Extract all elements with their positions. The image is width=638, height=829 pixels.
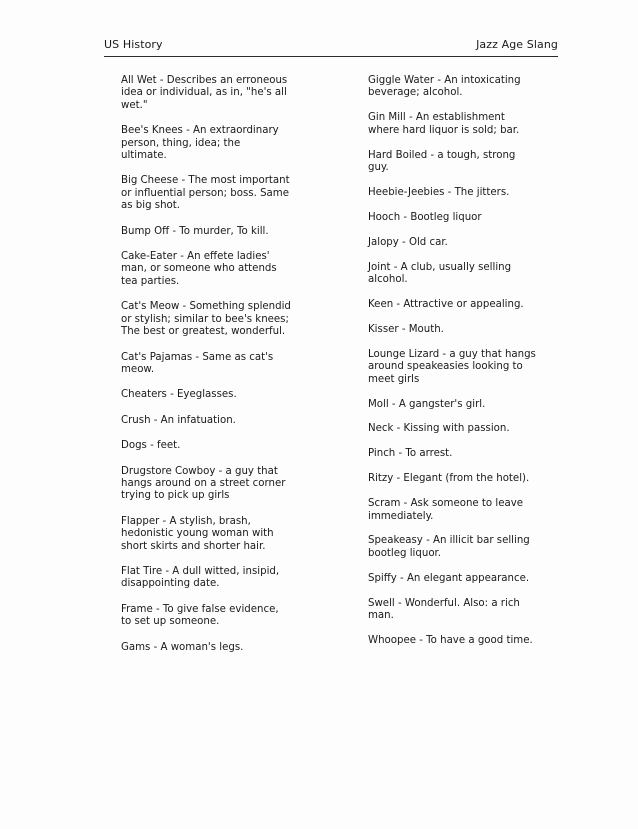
- glossary-entry-line: beverage; alcohol.: [368, 87, 463, 99]
- glossary-entry: [368, 324, 558, 336]
- glossary-entry-line: Cake-Eater - An effete ladies': [121, 251, 270, 263]
- glossary-entry-line: where hard liquor is sold; bar.: [368, 124, 520, 136]
- glossary-entry: [368, 150, 558, 175]
- glossary-entry-line: All Wet - Describes an erroneous: [121, 75, 288, 86]
- glossary-entry-line: Hooch - Bootleg liquor: [368, 211, 482, 223]
- glossary-entry: [121, 642, 317, 654]
- glossary-entry: [121, 516, 317, 553]
- glossary-entry: [368, 399, 558, 411]
- glossary-entry: [368, 573, 558, 585]
- glossary-entry-line: wet.": [121, 99, 148, 111]
- glossary-entry: [121, 604, 317, 629]
- glossary-entry-line: meow.: [121, 363, 155, 375]
- glossary-entry-line: person, thing, idea; the: [121, 137, 241, 149]
- glossary-entry-line: Giggle Water - An intoxicating: [368, 75, 521, 86]
- glossary-entry-line: Whoopee - To have a good time.: [368, 634, 533, 646]
- glossary-entry: [121, 301, 317, 338]
- glossary-entry-line: immediately.: [368, 510, 434, 522]
- glossary-entry: [121, 175, 317, 212]
- glossary-entry-line: The best or greatest, wonderful.: [121, 326, 286, 338]
- glossary-entry-line: Speakeasy - An illicit bar selling: [368, 535, 530, 547]
- glossary-entry-line: guy.: [368, 162, 389, 174]
- glossary-entry-line: Gin Mill - An establishment: [368, 112, 505, 124]
- glossary-entry: [121, 566, 317, 591]
- glossary-entry-line: Lounge Lizard - a guy that hangs: [368, 348, 536, 360]
- glossary-entry: [368, 349, 558, 386]
- glossary-entry: [121, 251, 317, 288]
- right-glossary-column: [368, 75, 558, 660]
- glossary-entry-line: Bump Off - To murder, To kill.: [121, 225, 269, 237]
- glossary-entry-line: Moll - A gangster's girl.: [368, 398, 486, 410]
- course-title: US History: [104, 38, 163, 51]
- glossary-entry-line: tea parties.: [121, 275, 180, 287]
- glossary-entry: [368, 598, 558, 623]
- glossary-entry-line: Cat's Pajamas - Same as cat's: [121, 351, 274, 363]
- glossary-entry-line: Cheaters - Eyeglasses.: [121, 389, 237, 401]
- glossary-entry-line: Scram - Ask someone to leave: [368, 498, 524, 510]
- glossary-entry-line: alcohol.: [368, 274, 408, 286]
- glossary-entry-line: bootleg liquor.: [368, 547, 442, 559]
- glossary-entry-line: Drugstore Cowboy - a guy that: [121, 465, 278, 477]
- glossary-entry-line: Ritzy - Elegant (from the hotel).: [368, 473, 530, 485]
- glossary-entry-line: Flat Tire - A dull witted, insipid,: [121, 565, 280, 577]
- left-glossary-column: [121, 75, 317, 667]
- glossary-entry-line: Swell - Wonderful. Also: a rich: [368, 597, 520, 609]
- page-header: [104, 38, 558, 57]
- glossary-entry: [368, 448, 558, 460]
- glossary-entry-line: meet girls: [368, 373, 420, 385]
- glossary-entry: [368, 423, 558, 435]
- glossary-entry-line: idea or individual, as in, "he's all: [121, 87, 287, 99]
- glossary-entry-line: Dogs - feet.: [121, 440, 181, 452]
- glossary-entry-line: short skirts and shorter hair.: [121, 540, 266, 552]
- glossary-entry-line: Keen - Attractive or appealing.: [368, 298, 524, 310]
- glossary-entry-line: trying to pick up girls: [121, 490, 230, 502]
- glossary-entry: [121, 352, 317, 377]
- glossary-entry-line: disappointing date.: [121, 578, 220, 590]
- glossary-entry: [368, 75, 558, 100]
- glossary-entry: [121, 75, 317, 112]
- glossary-entry-line: around speakeasies looking to: [368, 361, 523, 373]
- glossary-entry: [368, 299, 558, 311]
- glossary-entry-line: Pinch - To arrest.: [368, 448, 453, 460]
- glossary-entry: [121, 415, 317, 427]
- glossary-entry: [368, 112, 558, 137]
- glossary-entry: [368, 262, 558, 287]
- glossary-entry-line: Heebie-Jeebies - The jitters.: [368, 186, 510, 198]
- glossary-entry-line: hangs around on a street corner: [121, 477, 286, 489]
- glossary-entry-line: as big shot.: [121, 200, 181, 212]
- glossary-entry: [368, 635, 558, 647]
- glossary-entry: [121, 226, 317, 238]
- glossary-entry: [121, 466, 317, 503]
- glossary-entry-line: to set up someone.: [121, 616, 220, 628]
- glossary-entry-line: Joint - A club, usually selling: [368, 261, 512, 273]
- glossary-entry-line: or stylish; similar to bee's knees;: [121, 313, 289, 325]
- glossary-entry-line: Jalopy - Old car.: [368, 236, 448, 248]
- glossary-entry: [368, 212, 558, 224]
- glossary-entry-line: Bee's Knees - An extraordinary: [121, 125, 279, 137]
- glossary-entry: [121, 440, 317, 452]
- glossary-entry-line: Crush - An infatuation.: [121, 414, 236, 426]
- glossary-entry-line: Flapper - A stylish, brash,: [121, 515, 251, 527]
- glossary-entry-line: man, or someone who attends: [121, 263, 277, 275]
- glossary-entry-line: Frame - To give false evidence,: [121, 603, 279, 615]
- glossary-entry: [368, 187, 558, 199]
- glossary-entry: [121, 125, 317, 162]
- glossary-entry-line: Hard Boiled - a tough, strong: [368, 149, 516, 161]
- glossary-entry-line: Big Cheese - The most important: [121, 175, 290, 187]
- glossary-entry-line: Spiffy - An elegant appearance.: [368, 572, 530, 584]
- glossary-entry: [121, 389, 317, 401]
- glossary-entry: [368, 473, 558, 485]
- document-title: Jazz Age Slang: [476, 38, 558, 51]
- glossary-entry-line: Kisser - Mouth.: [368, 323, 444, 335]
- glossary-entry: [368, 535, 558, 560]
- glossary-entry-line: Neck - Kissing with passion.: [368, 423, 510, 435]
- glossary-entry-line: man.: [368, 610, 394, 622]
- glossary-entry: [368, 498, 558, 523]
- glossary-entry-line: ultimate.: [121, 150, 167, 162]
- glossary-entry-line: or influential person; boss. Same: [121, 187, 289, 199]
- glossary-entry-line: hedonistic young woman with: [121, 528, 274, 540]
- glossary-entry: [368, 237, 558, 249]
- glossary-entry-line: Gams - A woman's legs.: [121, 641, 244, 653]
- glossary-entry-line: Cat's Meow - Something splendid: [121, 301, 291, 313]
